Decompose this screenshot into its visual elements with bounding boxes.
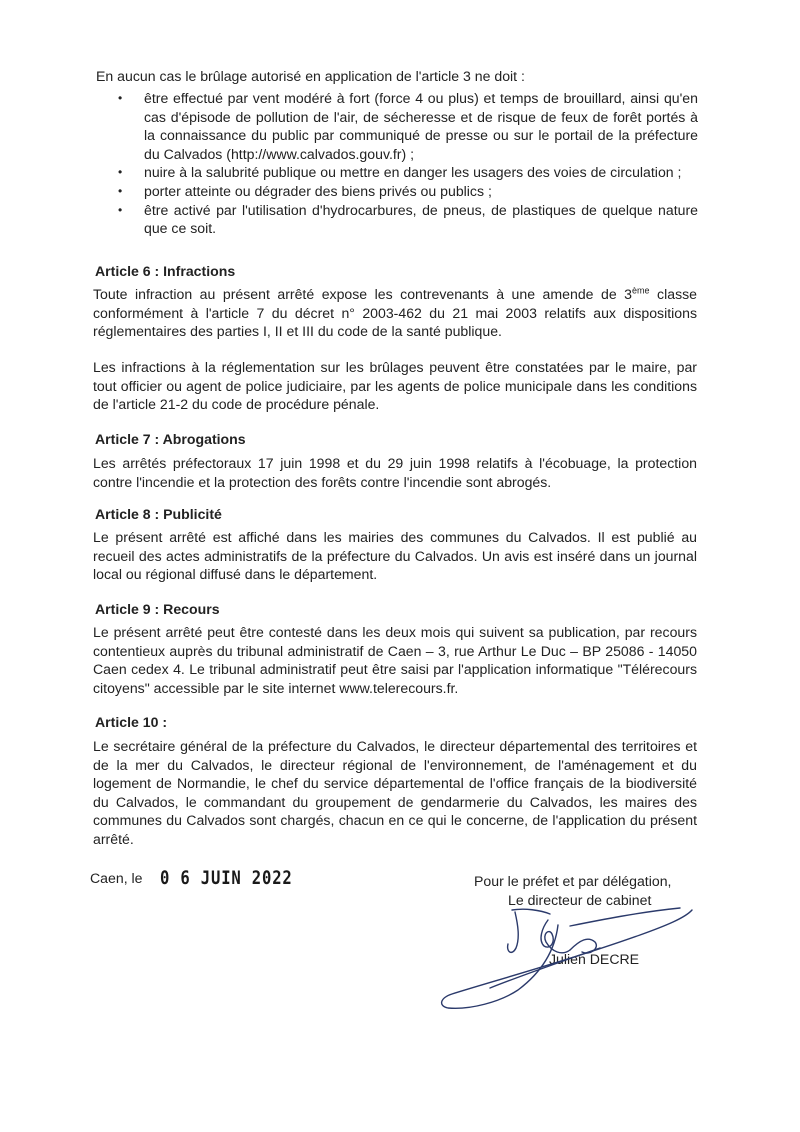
list-item: • être effectué par vent modéré à fort (force 4 ou plus) et temps de brouillard, ainsi qu'en cas d'épisode de pollution de l'air, de sécheresse et de risque de feux de forêt portés à la connaissance du public par communiqué de presse ou sur le portail de la préfecture du Calvados (http://www.calvados.gouv.fr) ; <box>118 90 698 162</box>
article-6-title: Article 6 : Infractions <box>95 263 236 279</box>
intro-text: En aucun cas le brûlage autorisé en application de l'article 3 ne doit : <box>96 68 525 84</box>
conditions-list <box>118 89 698 238</box>
list-item: • être activé par l'utilisation d'hydrocarbures, de pneus, de plastiques de quelque nature que ce soit. <box>118 201 698 237</box>
handwritten-signature-icon <box>430 890 720 1015</box>
bullet-icon: • <box>118 91 123 105</box>
place-label: Caen, le <box>90 870 143 886</box>
bullet-icon: • <box>118 183 123 198</box>
article-9-paragraph: Le présent arrêté peut être contesté dans les deux mois qui suivent sa publication, par recours contentieux auprès du tribunal administratif de Caen – 3, rue Arthur Le Duc – BP 25086 - 14050 Caen cedex 4. Le tribunal administratif peut être saisi par l'application informatique "Télérecours citoyens" accessible par le site internet www.telerecours.fr. <box>93 624 697 696</box>
signature-title-line: Le directeur de cabinet <box>508 892 652 908</box>
bullet-icon: • <box>118 165 123 180</box>
article-9-title: Article 9 : Recours <box>95 601 220 617</box>
date-stamp: 0 6 JUIN 2022 <box>160 867 293 889</box>
article-7-title: Article 7 : Abrogations <box>95 431 246 447</box>
article-10-title: Article 10 : <box>95 714 168 730</box>
article-7-paragraph: Les arrêtés préfectoraux 17 juin 1998 et du 29 juin 1998 relatifs à l'écobuage, la protection contre l'incendie et la protection des forêts contre l'incendie sont abrogés. <box>93 455 697 490</box>
list-item: • porter atteinte ou dégrader des biens privés ou publics ; <box>118 182 492 199</box>
signer-name: Julien DECRE <box>549 951 640 967</box>
list-item: • nuire à la salubrité publique ou mettre en danger les usagers des voies de circulation ; <box>118 164 682 181</box>
bullet-icon: • <box>118 202 123 217</box>
article-8-title: Article 8 : Publicité <box>95 506 222 522</box>
article-6-paragraph-1: Toute infraction au présent arrêté expose les contrevenants à une amende de 3ème classe conformément à l'article 7 du décret n° 2003-462 du 21 mai 2003 relatifs aux dispositions réglementaires des parties I, II et III du code de la santé publique. <box>93 285 698 340</box>
signature-delegation-line: Pour le préfet et par délégation, <box>474 873 672 889</box>
article-8-paragraph: Le présent arrêté est affiché dans les mairies des communes du Calvados. Il est publié au recueil des actes administratifs de la préfecture du Calvados. Un avis est inséré dans un journal local ou régional diffusé dans le département. <box>93 529 697 583</box>
article-10-paragraph: Le secrétaire général de la préfecture du Calvados, le directeur départemental des territoires et de la mer du Calvados, le directeur régional de l'environnement, de l'aménagement et du logement de Normandie, le chef du service départemental de l'office français de la biodiversité du Calvados, le commandant du groupement de gendarmerie du Calvados, les maires des communes du Calvados sont chargés, chacun en ce qui le concerne, de l'application du présent arrêté. <box>93 738 697 847</box>
article-6-paragraph-2: Les infractions à la réglementation sur les brûlages peuvent être constatées par le maire, par tout officier ou agent de police judiciaire, par les agents de police municipale dans les conditions de l'article 21-2 du code de procédure pénale. <box>93 359 697 413</box>
